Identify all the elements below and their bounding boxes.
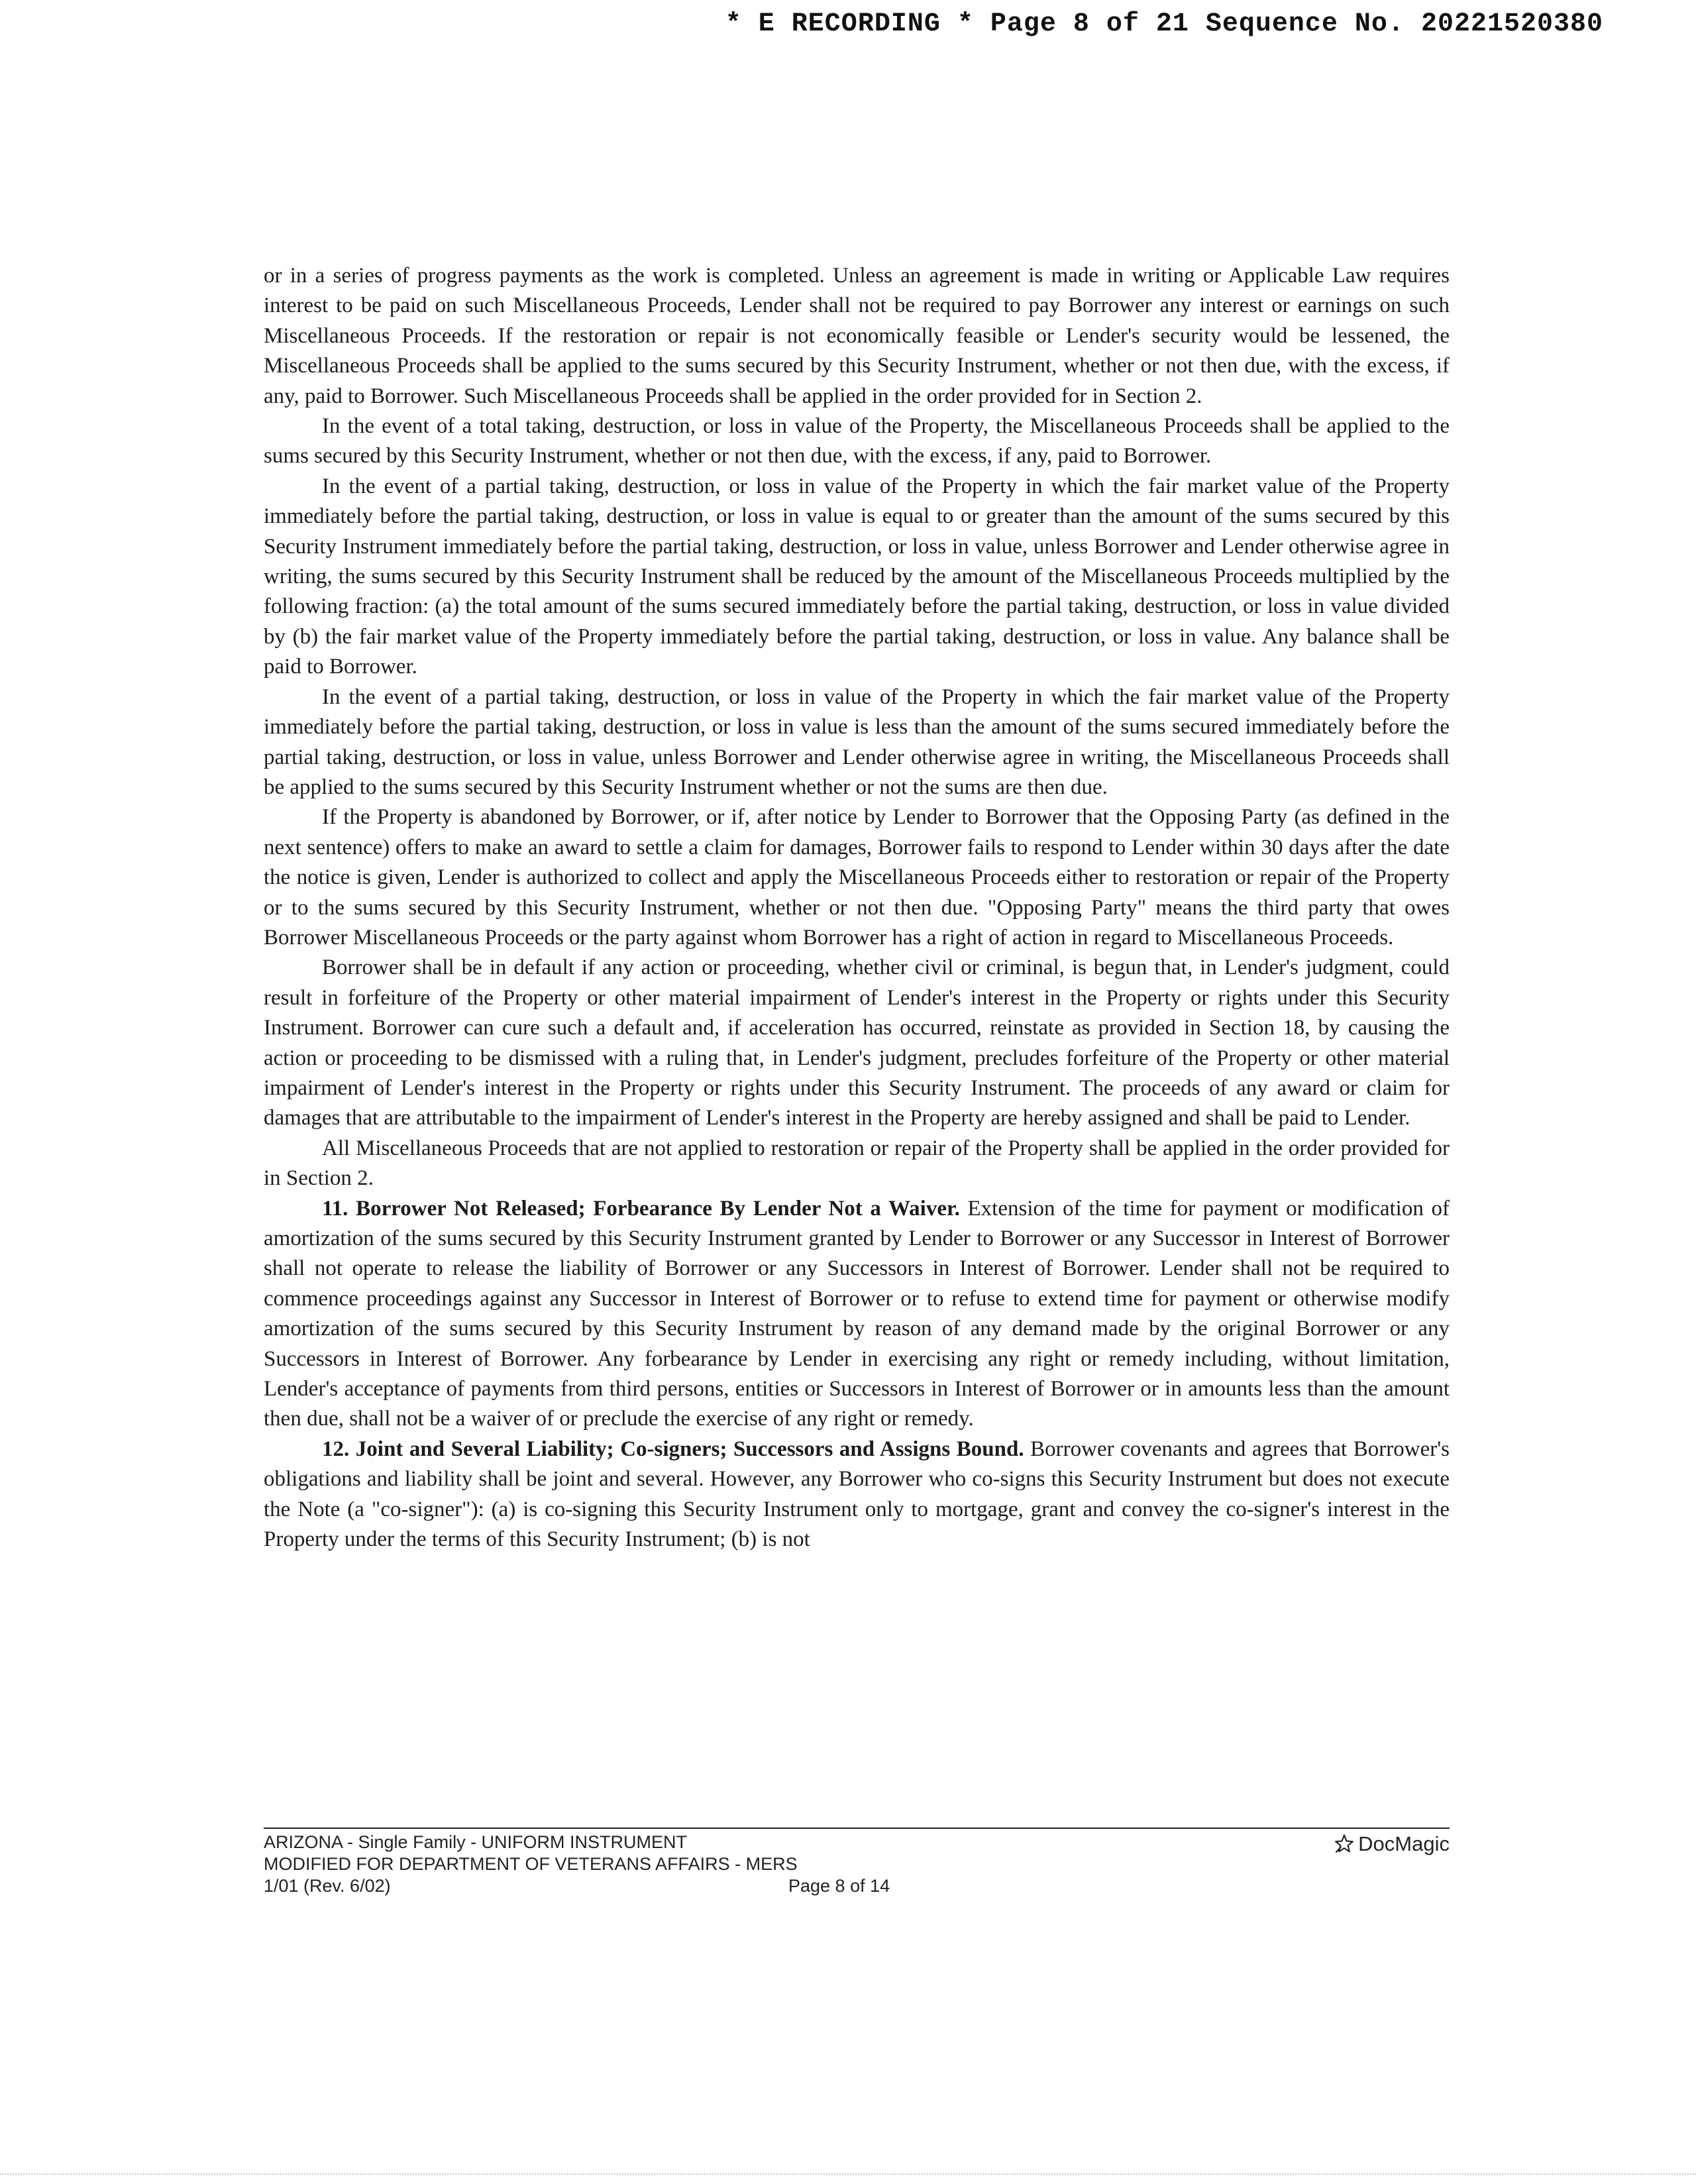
paragraph-7 xyxy=(264,1194,1450,1435)
paragraph-2 xyxy=(264,472,1450,682)
section-12-heading: 12. Joint and Several Liability; Co-signers; Successors and Assigns Bound. xyxy=(322,1437,1024,1461)
paragraph-0 xyxy=(264,261,1450,411)
paragraph-8-text: Borrower covenants and agrees that Borrower's obligations and liability shall be joint and several. However, any Borrower who co-signs this Security Instrument but does not execute the Note (a "co-signer"): (a) is co-signing this Security Instrument only to mortgage, grant and convey the co-signer's interest in the Property under the terms of this Security Instrument; (b) is not xyxy=(264,1437,1450,1552)
docmagic-logo xyxy=(1333,1833,1450,1855)
paragraph-4-text: If the Property is abandoned by Borrower, or if, after notice by Lender to Borrower that the Opposing Party (as defined in the next sentence) offers to make an award to settle a claim for damages, Borrower fails to respond to Lender within 30 days after the date the notice is given, Lender is authorized to collect and apply the Miscellaneous Proceeds either to restoration or repair of the Property or to the sums secured by this Security Instrument, whether or not then due. "Opposing Party" means the third party that owes Borrower Miscellaneous Proceeds or the party against whom Borrower has a right of action in regard to Miscellaneous Proceeds. xyxy=(264,805,1450,950)
recording-header: * E RECORDING * Page 8 of 21 Sequence No. 20221520380 xyxy=(725,9,1603,39)
paragraph-8 xyxy=(264,1435,1450,1555)
paragraph-6-text: All Miscellaneous Proceeds that are not applied to restoration or repair of the Property shall be applied in the order provided for in Section 2. xyxy=(264,1136,1450,1191)
footer-line-2: MODIFIED FOR DEPARTMENT OF VETERANS AFFAIRS - MERS xyxy=(264,1854,798,1874)
footer-page-number: Page 8 of 14 xyxy=(788,1876,890,1896)
paragraph-3-text: In the event of a partial taking, destruction, or loss in value of the Property in which the fair market value of the Property immediately before the partial taking, destruction, or loss in value is less than the amount of the sums secured immediately before the partial taking, destruction, or loss in value, unless Borrower and Lender otherwise agree in writing, the Miscellaneous Proceeds shall be applied to the sums secured by this Security Instrument whether or not the sums are then due. xyxy=(264,684,1450,799)
footer-divider xyxy=(264,1828,1450,1829)
paragraph-6 xyxy=(264,1134,1450,1194)
paragraph-4 xyxy=(264,802,1450,953)
paragraph-5 xyxy=(264,953,1450,1133)
docmagic-brand-text: DocMagic xyxy=(1358,1832,1450,1855)
docmagic-star-icon xyxy=(1333,1833,1355,1855)
paragraph-2-text: In the event of a partial taking, destruction, or loss in value of the Property in which the fair market value of the Property immediately before the partial taking, destruction, or loss in value is equal to or greater than the amount of the sums secured by this Security Instrument immediately before the partial taking, destruction, or loss in value, unless Borrower and Lender otherwise agree in writing, the sums secured by this Security Instrument shall be reduced by the amount of the Miscellaneous Proceeds multiplied by the following fraction: (a) the total amount of the sums secured immediately before the partial taking, destruction, or loss in value divided by (b) the fair market value of the Property immediately before the partial taking, destruction, or loss in value. Any balance shall be paid to Borrower. xyxy=(264,474,1450,679)
footer xyxy=(264,1831,1450,1924)
footer-form-info xyxy=(264,1831,798,1897)
footer-line-1: ARIZONA - Single Family - UNIFORM INSTRUMENT xyxy=(264,1832,688,1852)
paragraph-1-text: In the event of a total taking, destruction, or loss in value of the Property, the Miscellaneous Proceeds shall be applied to the sums secured by this Security Instrument, whether or not then due, with the excess, if any, paid to Borrower. xyxy=(264,414,1450,468)
paragraph-3 xyxy=(264,682,1450,803)
document-body xyxy=(264,261,1450,1555)
footer-line-3: 1/01 (Rev. 6/02) xyxy=(264,1876,391,1896)
paragraph-0-text: or in a series of progress payments as the work is completed. Unless an agreement is made in writing or Applicable Law requires interest to be paid on such Miscellaneous Proceeds, Lender shall not be required to pay Borrower any interest or earnings on such Miscellaneous Proceeds. If the restoration or repair is not economically feasible or Lender's security would be lessened, the Miscellaneous Proceeds shall be applied to the sums secured by this Security Instrument, whether or not then due, with the excess, if any, paid to Borrower. Such Miscellaneous Proceeds shall be applied in the order provided for in Section 2. xyxy=(264,264,1450,408)
scan-edge-artifact xyxy=(0,2173,1696,2175)
section-11-heading: 11. Borrower Not Released; Forbearance By Lender Not a Waiver. xyxy=(322,1196,960,1221)
paragraph-7-text: Extension of the time for payment or modification of amortization of the sums secured by this Security Instrument granted by Lender to Borrower or any Successor in Interest of Borrower shall not operate to release the liability of Borrower or any Successors in Interest of Borrower. Lender shall not be required to commence proceedings against any Successor in Interest of Borrower or to refuse to extend time for payment or otherwise modify amortization of the sums secured by this Security Instrument by reason of any demand made by the original Borrower or any Successors in Interest of Borrower. Any forbearance by Lender in exercising any right or remedy including, without limitation, Lender's acceptance of payments from third persons, entities or Successors in Interest of Borrower or in amounts less than the amount then due, shall not be a waiver of or preclude the exercise of any right or remedy. xyxy=(264,1196,1450,1431)
paragraph-1 xyxy=(264,411,1450,472)
paragraph-5-text: Borrower shall be in default if any action or proceeding, whether civil or criminal, is begun that, in Lender's judgment, could result in forfeiture of the Property or other material impairment of Lender's interest in the Property or rights under this Security Instrument. Borrower can cure such a default and, if acceleration has occurred, reinstate as provided in Section 18, by causing the action or proceeding to be dismissed with a ruling that, in Lender's judgment, precludes forfeiture of the Property or other material impairment of Lender's interest in the Property or rights under this Security Instrument. The proceeds of any award or claim for damages that are attributable to the impairment of Lender's interest in the Property are hereby assigned and shall be paid to Lender. xyxy=(264,956,1450,1130)
